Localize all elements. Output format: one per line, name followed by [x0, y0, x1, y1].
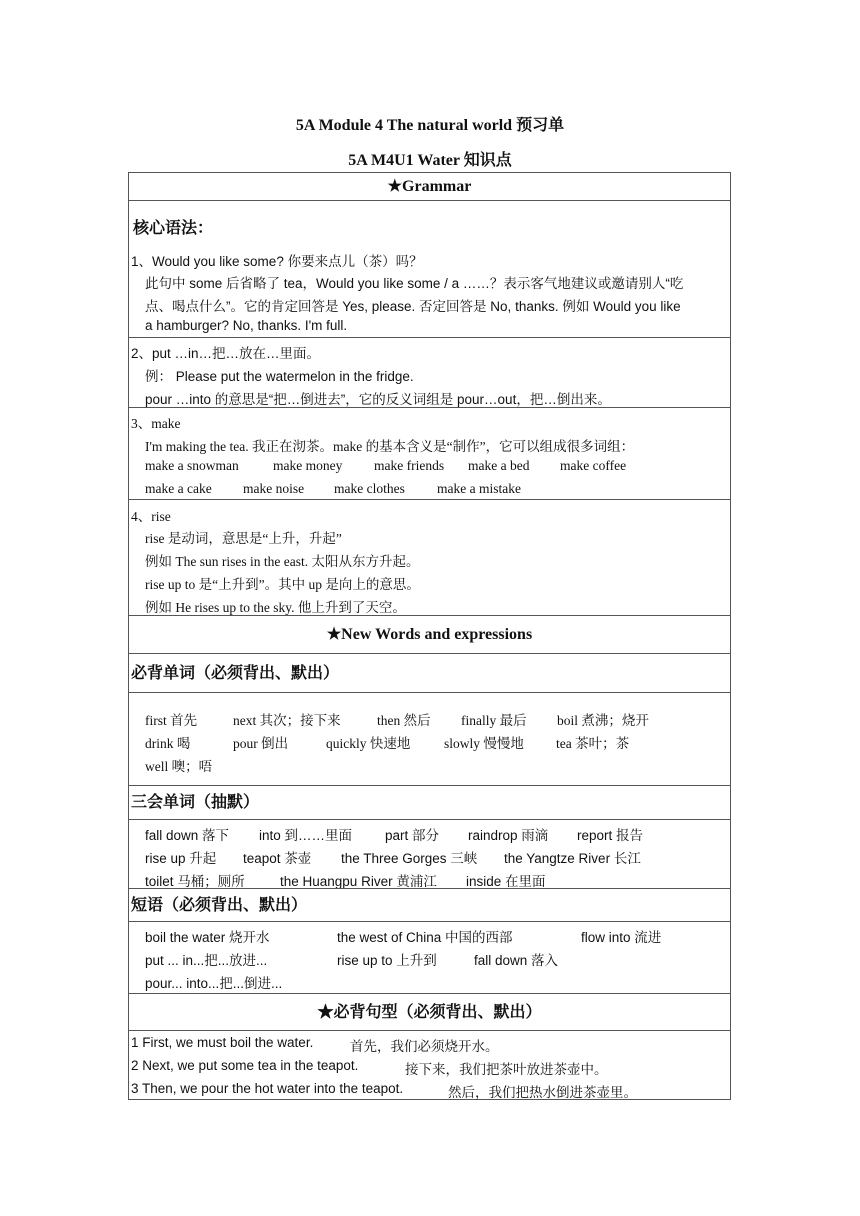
word-item: toilet 马桶；厕所	[145, 874, 245, 889]
phrase-item: rise up to 上升到	[337, 953, 437, 968]
grammar-header: ★Grammar	[387, 178, 472, 195]
grammar-item-4	[129, 499, 730, 615]
grammar-item-3	[129, 407, 730, 499]
three-skill-words-list	[129, 819, 730, 888]
phrase-item: put ... in...把...放进...	[145, 953, 268, 968]
sentences-header: ★必背句型（必须背出、默出）	[129, 993, 730, 1030]
word-item: part 部分	[385, 828, 440, 843]
word-item: the Three Gorges 三峡	[341, 851, 478, 866]
make-phrase: make coffee	[560, 458, 627, 473]
sentence-zh: 接下来，我们把茶叶放进茶壶中。	[405, 1062, 608, 1077]
item4-line1: 4、rise	[131, 509, 171, 524]
item3-line1: 3、make	[131, 416, 181, 431]
make-phrase: make money	[273, 458, 343, 473]
item2-line3: pour …into 的意思是“把…倒进去”，它的反义词组是 pour…out，把…倒出来。	[145, 392, 611, 407]
grammar-item-1	[129, 200, 730, 337]
word-item: the Yangtze River 长江	[504, 851, 641, 866]
word-item: teapot 茶壶	[243, 851, 312, 866]
word-item: quickly 快速地	[326, 736, 411, 751]
knowledge-table	[128, 172, 731, 1100]
phrases-label: 短语（必须背出、默出）	[129, 888, 730, 921]
make-phrase: make a bed	[468, 458, 530, 473]
phrase-item: fall down 落入	[474, 953, 559, 968]
core-grammar-label: 核心语法：	[133, 220, 214, 237]
word-item: inside 在里面	[466, 874, 546, 889]
item2-line2: 例： Please put the watermelon in the fridge.	[145, 369, 414, 384]
word-item: report 报告	[577, 828, 644, 843]
item4-line5: 例如 He rises up to the sky. 他上升到了天空。	[145, 600, 406, 615]
sentences-list	[129, 1030, 730, 1099]
make-phrase: make clothes	[334, 481, 405, 496]
word-item: boil 煮沸；烧开	[557, 713, 649, 728]
item1-line4: a hamburger? No, thanks. I'm full.	[145, 318, 348, 333]
must-words-list	[129, 692, 730, 785]
item4-line2: rise 是动词，意思是“上升，升起”	[145, 531, 342, 546]
phrase-item: flow into 流进	[581, 930, 662, 945]
sentence-zh: 然后，我们把热水倒进茶壶里。	[448, 1085, 637, 1100]
phrase-item: the west of China 中国的西部	[337, 930, 513, 945]
make-phrase: make a cake	[145, 481, 212, 496]
make-phrase: make a snowman	[145, 458, 239, 473]
must-words-label: 必背单词（必须背出、默出）	[129, 653, 730, 692]
word-item: tea 茶叶；茶	[556, 736, 630, 751]
word-item: slowly 慢慢地	[444, 736, 524, 751]
sentence-en: 2 Next, we put some tea in the teapot.	[131, 1058, 359, 1073]
word-item: drink 喝	[145, 736, 191, 751]
make-phrase: make noise	[243, 481, 305, 496]
word-item: finally 最后	[461, 713, 527, 728]
word-item: first 首先	[145, 713, 198, 728]
item1-line3: 点、喝点什么”。它的肯定回答是 Yes, please. 否定回答是 No, thanks. 例如 Would you like	[145, 299, 681, 314]
item3-line2: I'm making the tea. 我正在沏茶。make 的基本含义是“制作”，它可以组成很多词组：	[145, 439, 635, 454]
phrase-item: pour... into...把...倒进...	[145, 976, 283, 991]
word-item: the Huangpu River 黄浦江	[280, 874, 437, 889]
word-item: pour 倒出	[233, 736, 289, 751]
word-item: then 然后	[377, 713, 431, 728]
make-phrase: make a mistake	[437, 481, 521, 496]
word-item: fall down 落下	[145, 828, 230, 843]
word-item: rise up 升起	[145, 851, 217, 866]
word-item: raindrop 雨滴	[468, 828, 549, 843]
item4-line3: 例如 The sun rises in the east. 太阳从东方升起。	[145, 554, 420, 569]
sentence-en: 1 First, we must boil the water.	[131, 1035, 314, 1050]
word-item: into 到……里面	[259, 828, 353, 843]
sentence-en: 3 Then, we pour the hot water into the teapot.	[131, 1081, 404, 1096]
item2-line1: 2、put …in…把…放在…里面。	[131, 346, 321, 361]
item1-line1: 1、Would you like some? 你要来点儿（茶）吗？	[131, 254, 423, 269]
word-item: next 其次；接下来	[233, 713, 341, 728]
grammar-item-2	[129, 337, 730, 407]
word-item: well 噢；唔	[145, 759, 213, 774]
sentence-zh: 首先，我们必须烧开水。	[350, 1039, 499, 1054]
phrase-item: boil the water 烧开水	[145, 930, 270, 945]
item4-line4: rise up to 是“上升到”。其中 up 是向上的意思。	[145, 577, 420, 592]
three-skill-words-label: 三会单词（抽默）	[129, 785, 730, 819]
document-title: 5A Module 4 The natural world 预习单	[295, 117, 565, 134]
item1-line2: 此句中 some 后省略了 tea，Would you like some / a ……？表示客气地建议或邀请别人“吃	[145, 276, 684, 291]
document-subtitle: 5A M4U1 Water 知识点	[348, 152, 512, 169]
new-words-header: ★New Words and expressions	[129, 615, 730, 653]
make-phrase: make friends	[374, 458, 445, 473]
phrases-list	[129, 921, 730, 993]
